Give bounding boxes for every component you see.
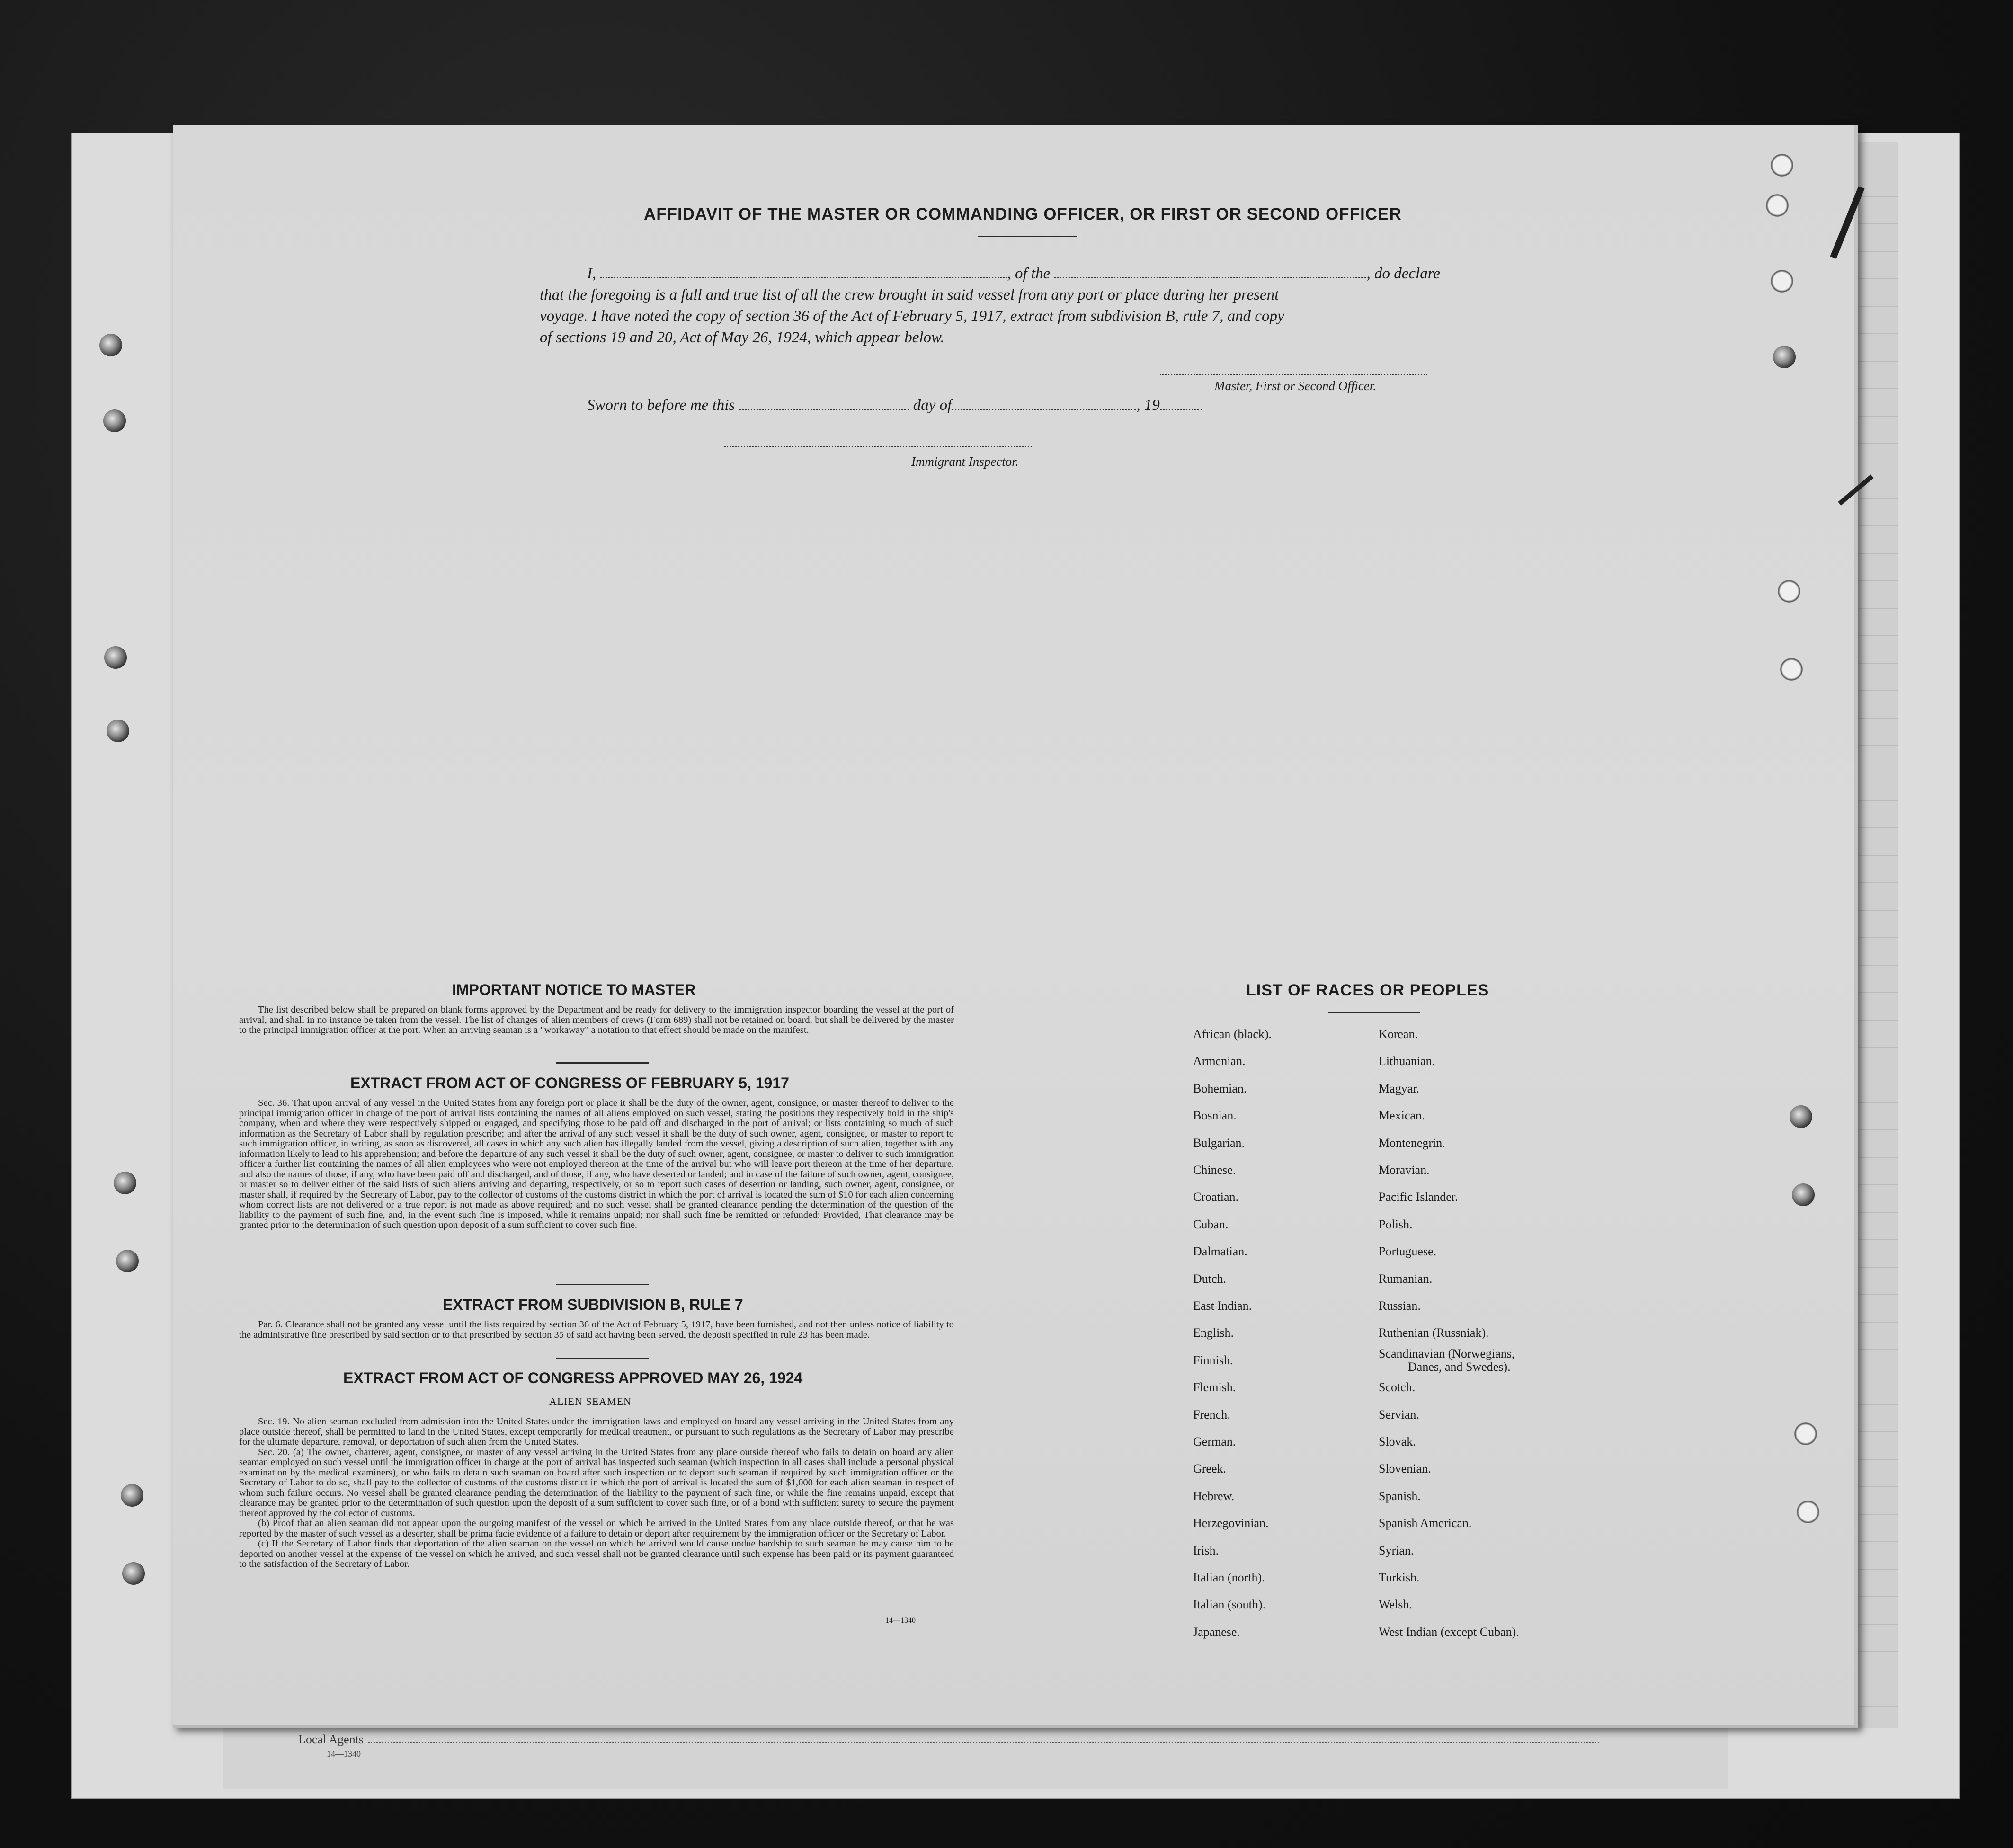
race-item: Armenian. <box>1193 1054 1246 1068</box>
race-item <box>1379 1027 1418 1041</box>
race-item: Cuban. <box>1193 1217 1229 1231</box>
race-item: Greek. <box>1193 1462 1227 1476</box>
section-divider <box>556 1358 649 1359</box>
race-item-label: West Indian (except Cuban). <box>1379 1625 1519 1639</box>
punch-hole-icon <box>1778 580 1800 603</box>
race-item-label: Scandinavian (Norwegians, <box>1379 1346 1515 1360</box>
extract-rule7-text <box>239 1320 954 1340</box>
race-item: German. <box>1193 1435 1236 1448</box>
master-signature-label: Master, First or Second Officer. <box>1214 379 1376 393</box>
sec-20c-paragraph: (c) If the Secretary of Labor finds that deportation of the alien seaman on the vessel on which he arrived would cause undue hardship to such seaman he may cause him to be deported on another vessel at the expense of the vessel on which he arrived, and such vessel shall not be granted clearance until such expense has been paid or its payment guaranteed to the satisfaction of the Secretary of Labor. <box>239 1538 954 1569</box>
race-item: Irish. <box>1193 1543 1219 1557</box>
par-6-paragraph: Par. 6. Clearance shall not be granted any vessel until the lists required by section 36 of the Act of February 5, 1917, have been furnished, and not then unless notice of liability to the administrative fine prescribed by said section or to that prescribed by section 35 of said act having been served, the deposit specified in rule 23 has been made. <box>239 1319 954 1340</box>
alien-seamen-subtitle: ALIEN SEAMEN <box>549 1395 632 1407</box>
form-number: 14—1340 <box>885 1617 916 1625</box>
punch-hole-icon <box>1771 154 1793 177</box>
race-item-label: Russian. <box>1379 1299 1421 1313</box>
race-item: Herzegovinian. <box>1193 1516 1269 1530</box>
punch-hole-icon <box>1766 194 1789 217</box>
race-item <box>1379 1190 1458 1204</box>
race-item-label: Ruthenian (Russniak). <box>1379 1326 1489 1340</box>
race-item <box>1379 1462 1431 1476</box>
punch-hole-icon <box>1780 658 1803 681</box>
punch-hole-icon <box>1794 1422 1817 1445</box>
race-item-label: Spanish American. <box>1379 1516 1472 1530</box>
race-item: Bohemian. <box>1193 1081 1247 1095</box>
race-item: Bulgarian. <box>1193 1136 1245 1150</box>
punch-hole-icon <box>116 1250 139 1272</box>
notice-paragraph: The list described below shall be prepared on blank forms approved by the Department and be ready for delivery to the immigration inspector boarding the vessel at the port of arrival, and shall in no instance be taken from the vessel. The list of changes of alien members of crews (Form 689) shall not be retained on board, but shall be delivered by the master to the principal immigration officer at the port. When an arriving seaman is a "workaway" a notation to that effect should be made on the manifest. <box>239 1004 954 1035</box>
race-item-label: Montenegrin. <box>1379 1136 1445 1150</box>
race-item: African (black). <box>1193 1027 1272 1041</box>
punch-hole-icon <box>1797 1501 1819 1523</box>
races-divider <box>1328 1012 1420 1013</box>
local-agents-label: Local Agents <box>298 1732 364 1746</box>
race-item: Croatian. <box>1193 1190 1239 1204</box>
affidavit-line-2: that the foregoing is a full and true list of all the crew brought in said vessel from any port or place during her present <box>540 286 1279 303</box>
punch-hole-icon <box>114 1172 136 1194</box>
notice-title: IMPORTANT NOTICE TO MASTER <box>452 981 696 998</box>
race-item <box>1379 1516 1471 1530</box>
punch-hole-icon <box>107 720 129 742</box>
race-item <box>1379 1380 1415 1395</box>
race-item-label: Portuguese. <box>1379 1244 1437 1259</box>
punch-hole-icon <box>99 334 122 356</box>
local-agents-line <box>298 1732 1599 1747</box>
notice-text <box>239 1005 954 1036</box>
race-item-label: Turkish. <box>1379 1571 1420 1584</box>
affidavit-declare-label: , do declare <box>1366 265 1440 282</box>
sec-20b-paragraph: (b) Proof that an alien seaman did not appear upon the outgoing manifest of the vessel on which he arrived in the United States from any place outside thereof, or that he was reported by the master of such vessel as a deserter, shall be prima facie evidence of a failure to detain or deport after requirement by the immigration officer or the Secretary of Labor. <box>239 1518 954 1539</box>
race-item-label: Lithuanian. <box>1379 1054 1435 1068</box>
extract-1924-title: EXTRACT FROM ACT OF CONGRESS APPROVED MAY 26, 1924 <box>343 1369 803 1386</box>
race-item-label: Spanish. <box>1379 1489 1421 1503</box>
punch-hole-icon <box>103 409 126 432</box>
race-item <box>1379 1435 1416 1449</box>
race-item: Dutch. <box>1193 1271 1227 1286</box>
race-item-label: Magyar. <box>1379 1081 1419 1095</box>
affidavit-line-1 <box>587 265 1440 283</box>
sec-20a-paragraph: Sec. 20. (a) The owner, charterer, agent, consignee, or master of any vessel arriving in the United States from any place outside thereof who fails to detain on board any alien seaman employed on such vessel until the immigration officer in charge at the port of arrival has inspected such seaman (which inspection in all cases shall include a personal physical examination by the medical examiners), or who fails to detain such seaman on board after such inspection or to deport such seaman if required by such immigration officer or the Secretary of Labor to do so, shall pay to the collector of customs of the customs district in which the port of arrival is located the sum of $1,000 for each alien seaman in respect of whom such failure occurs. No vessel shall be granted clearance pending the determination of the liability to the payment of such fine, or while the fine remains unpaid, except that clearance may be granted prior to the determination of such question upon the deposit of a sum sufficient to cover such fine, or of a bond with sufficient surety to secure the payment thereof approved by the collector of customs. <box>239 1447 954 1519</box>
day-of-label: day of <box>913 397 952 414</box>
affidavit-i-label: I, <box>587 265 597 282</box>
race-item <box>1379 1082 1419 1096</box>
race-item <box>1379 1244 1436 1259</box>
affidavit-line-3: voyage. I have noted the copy of section 36 of the Act of February 5, 1917, extract from subdivision B, rule 7, and copy <box>540 308 1284 325</box>
punch-hole-icon <box>122 1562 145 1585</box>
punch-hole-icon <box>1790 1105 1812 1128</box>
race-item-label: Welsh. <box>1379 1598 1412 1612</box>
race-item-label: Pacific Islander. <box>1379 1190 1458 1204</box>
race-item-label: Slovak. <box>1379 1435 1416 1448</box>
race-item-label: Moravian. <box>1379 1163 1430 1177</box>
race-item-label: Scotch. <box>1379 1380 1416 1395</box>
race-item-continuation: Danes, and Swedes). <box>1408 1359 1511 1374</box>
race-item-label: Servian. <box>1379 1407 1419 1422</box>
race-item <box>1379 1326 1489 1340</box>
race-item: Hebrew. <box>1193 1489 1235 1503</box>
race-item: Bosnian. <box>1193 1109 1237 1123</box>
year-label: , 19 <box>1136 397 1160 414</box>
race-item <box>1379 1598 1412 1612</box>
affidavit-of-the-label: , of the <box>1007 265 1051 282</box>
affidavit-line-4: of sections 19 and 20, Act of May 26, 1924, which appear below. <box>540 329 944 346</box>
race-item: Italian (north). <box>1193 1571 1265 1584</box>
race-item <box>1379 1054 1435 1068</box>
race-item: Flemish. <box>1193 1380 1236 1395</box>
race-item: English. <box>1193 1326 1234 1340</box>
race-item-label: Syrian. <box>1379 1543 1414 1557</box>
races-title: LIST OF RACES OR PEOPLES <box>1246 981 1489 999</box>
race-item <box>1379 1571 1419 1585</box>
extract-rule7-title: EXTRACT FROM SUBDIVISION B, RULE 7 <box>443 1296 743 1313</box>
race-item: Japanese. <box>1193 1625 1240 1639</box>
extract-1917-text <box>239 1098 954 1231</box>
title-divider <box>978 236 1077 237</box>
race-item <box>1379 1489 1421 1503</box>
race-item <box>1379 1136 1445 1150</box>
race-item <box>1379 1272 1432 1286</box>
inspector-signature-line <box>724 446 1032 447</box>
sworn-label: Sworn to before me this <box>587 397 735 414</box>
punch-hole-icon <box>1773 346 1796 368</box>
extract-1924-text <box>239 1417 954 1570</box>
race-item <box>1379 1408 1419 1422</box>
section-divider <box>556 1284 649 1285</box>
sec-36-paragraph: Sec. 36. That upon arrival of any vessel in the United States from any foreign port or place it shall be the duty of the owner, agent, consignee, or master thereof to deliver to the principal immigration officer in charge of the port of arrival lists containing the names of all aliens employed on such vessel, stating the positions they respectively hold in the ship's company, when and where they were respectively shipped or engaged, and specifying those to be paid off and discharged in the port of arrival; or lists containing so much of such information as the Secretary of Labor shall by regulation prescribe; and after the arrival of any such vessel it shall be the duty of such owner, agent, consignee, or master to report to such immigration officer, in writing, as soon as discovered, all cases in which any such alien has illegally landed from the vessel, giving a description of such alien, together with any information likely to lead to his apprehension; and before the departure of any such vessel it shall be the duty of such owner, agent, consignee, or master to deliver to such immigration officer a further list containing the names of all alien employees who were not employed thereon at the time of the arrival but who will leave port thereon at the time of her departure, and also the names of those, if any, who have been paid off and discharged, and of those, if any, who have deserted or landed; and in case of the failure of such owner, agent, consignee, or master so to deliver either of the said lists of such aliens arriving and departing, respectively, or so to report such cases of desertion or landing, such owner, agent, consignee, or master shall, if required by the Secretary of Labor, pay to the collector of customs of the customs district in which the port of arrival is located the sum of $10 for each alien concerning whom correct lists are not delivered or a true report is not made as above required; and no such vessel shall be granted clearance pending the determination of the question of the liability to the payment of such fine, and, in the event such fine is imposed, while it remains unpaid; nor shall such fine be remitted or refunded: Provided, That clearance may be granted prior to the determination of such question upon deposit of a sum sufficient to cover such fine. <box>239 1098 954 1230</box>
inspector-label: Immigrant Inspector. <box>911 454 1019 469</box>
master-signature-line <box>1160 374 1427 375</box>
race-item-label: Mexican. <box>1379 1109 1425 1123</box>
section-divider <box>556 1062 649 1064</box>
race-item: Italian (south). <box>1193 1598 1266 1612</box>
race-item <box>1379 1299 1421 1313</box>
race-item <box>1379 1109 1425 1123</box>
race-item: Dalmatian. <box>1193 1244 1247 1259</box>
punch-hole-icon <box>121 1484 143 1507</box>
race-item-label: Slovenian. <box>1379 1462 1431 1476</box>
punch-hole-icon <box>1771 270 1793 293</box>
race-item-label: Polish. <box>1379 1217 1413 1231</box>
race-item: Finnish. <box>1193 1353 1233 1367</box>
race-item <box>1379 1544 1414 1558</box>
race-item <box>1379 1625 1519 1639</box>
punch-hole-icon <box>1792 1183 1815 1206</box>
race-item: French. <box>1193 1407 1230 1422</box>
race-item-label: Rumanian. <box>1379 1271 1433 1286</box>
race-item <box>1379 1347 1514 1373</box>
race-item: Chinese. <box>1193 1163 1236 1177</box>
race-item: East Indian. <box>1193 1299 1252 1313</box>
footer-form-number: 14—1340 <box>327 1749 361 1759</box>
race-item <box>1379 1217 1413 1232</box>
sec-19-paragraph: Sec. 19. No alien seaman excluded from admission into the United States under the immigration laws and employed on board any vessel arriving in the United States from any place outside thereof, shall be permitted to land in the United States, except temporarily for medical treatment, or pursuant to such regulations as the Secretary of Labor may prescribe for the ultimate departure, removal, or deportation of such alien from the United States. <box>239 1416 954 1447</box>
extract-1917-title: EXTRACT FROM ACT OF CONGRESS OF FEBRUARY 5, 1917 <box>350 1075 789 1092</box>
punch-hole-icon <box>104 646 127 669</box>
affidavit-title: AFFIDAVIT OF THE MASTER OR COMMANDING OFFICER, OR FIRST OR SECOND OFFICER <box>644 205 1402 223</box>
race-item-label: Korean. <box>1379 1027 1418 1041</box>
sworn-line <box>587 397 1202 414</box>
race-item <box>1379 1163 1430 1177</box>
